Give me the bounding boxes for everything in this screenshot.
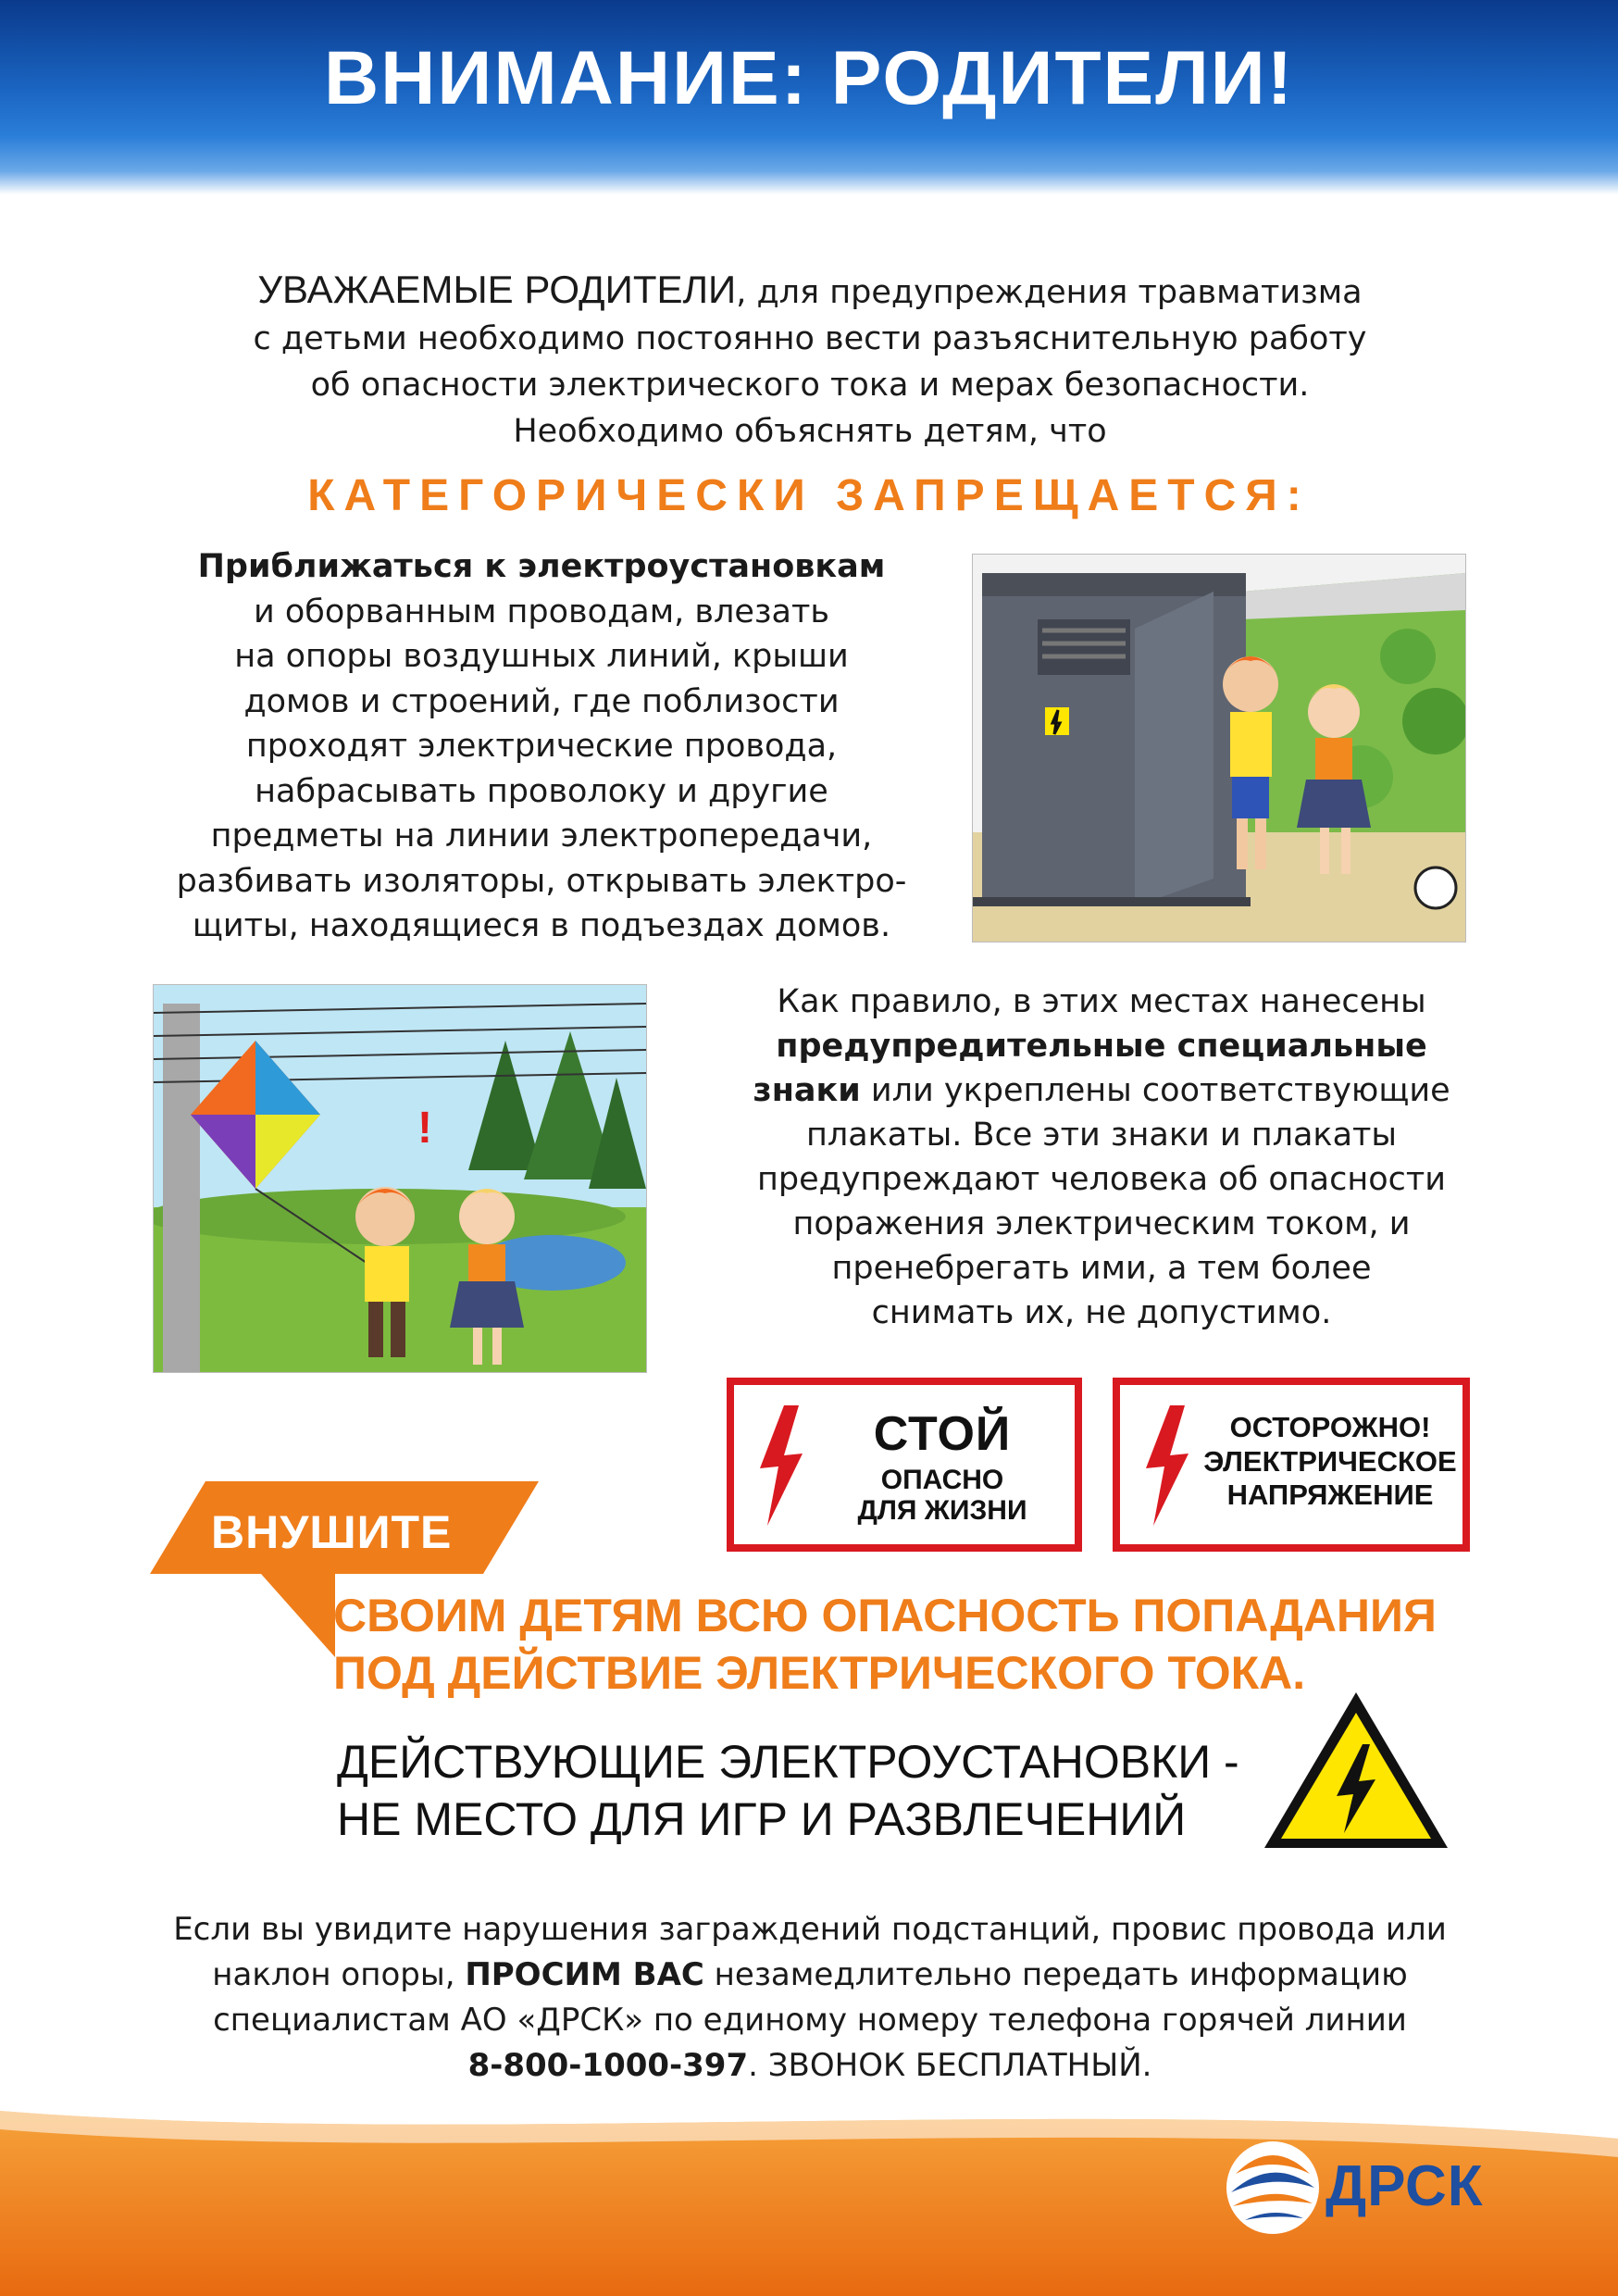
- footer-line3: специалистам АО «ДРСК» по единому номеру телефона горячей линии: [213, 2002, 1407, 2039]
- intro-paragraph: [139, 267, 1481, 455]
- not-play-line2: НЕ МЕСТО ДЛЯ ИГР И РАЗВЛЕЧЕНИЙ: [337, 1793, 1187, 1845]
- signs-line: снимать их, не допустимо.: [871, 1294, 1332, 1331]
- signs-line: Как правило, в этих местах нанесены: [777, 983, 1426, 1020]
- intro-line4: Необходимо объяснять детям, что: [513, 413, 1107, 450]
- drsk-logo-icon: [1222, 2137, 1324, 2239]
- not-a-playground-text: [337, 1733, 1263, 1848]
- sign2-line3: НАПРЯЖЕНИЕ: [1226, 1479, 1434, 1512]
- footer-paragraph: [130, 1907, 1490, 2089]
- footer-line1: Если вы увидите нарушения заграждений подстанций, провис провода или: [173, 1911, 1447, 1948]
- instill-text: [333, 1587, 1490, 1702]
- signs-line: предупреждают человека об опасности: [757, 1161, 1446, 1198]
- logo-text: ДРСК: [1326, 2154, 1484, 2218]
- cabinet-illustration: [972, 554, 1466, 942]
- footer-request: ПРОСИМ ВАС: [465, 1956, 704, 1993]
- footer-line2-start: наклон опоры,: [212, 1956, 466, 1993]
- caution-voltage-sign: [1113, 1378, 1470, 1552]
- instill-line2: ПОД ДЕЙСТВИЕ ЭЛЕКТРИЧЕСКОГО ТОКА.: [333, 1647, 1306, 1699]
- intro-line3: об опасности электрического тока и мерах безопасности.: [310, 367, 1310, 404]
- sign1-line1: СТОЙ: [873, 1407, 1012, 1461]
- forbidden-line: и оборванным проводам, влезать: [254, 593, 829, 630]
- forbidden-line: щиты, находящиеся в подъездах домов.: [192, 907, 891, 944]
- signs-bold: предупредительные специальные: [776, 1028, 1427, 1065]
- not-play-line1: ДЕЙСТВУЮЩИЕ ЭЛЕКТРОУСТАНОВКИ -: [337, 1736, 1239, 1788]
- intro-lead: УВАЖАЕМЫЕ РОДИТЕЛИ: [257, 268, 737, 311]
- stop-danger-sign: [727, 1378, 1082, 1552]
- high-voltage-warning-icon: [1259, 1687, 1453, 1853]
- forbidden-line: проходят электрические провода,: [245, 728, 838, 765]
- lightning-bolt-icon: [754, 1405, 810, 1526]
- footer-line2-rest: незамедлительно передать информацию: [703, 1956, 1408, 1993]
- signs-line: поражения электрическим током, и: [792, 1205, 1411, 1242]
- lightning-bolt-icon: [1140, 1405, 1196, 1526]
- forbidden-heading: КАТЕГОРИЧЕСКИ ЗАПРЕЩАЕТСЯ:: [307, 471, 1311, 520]
- footer-line4-rest: . ЗВОНОК БЕСПЛАТНЫЙ.: [748, 2047, 1152, 2084]
- kite-illustration: [153, 984, 647, 1373]
- signs-line: или укреплены соответствующие: [860, 1072, 1450, 1109]
- forbidden-line: предметы на линии электропередачи,: [210, 817, 873, 855]
- sign2-line1: ОСТОРОЖНО!: [1229, 1411, 1431, 1443]
- sign1-line2: ОПАСНО: [880, 1464, 1004, 1495]
- forbidden-line: на опоры воздушных линий, крыши: [234, 638, 849, 675]
- sign1-line3: ДЛЯ ЖИЗНИ: [857, 1495, 1027, 1527]
- signs-paragraph: [713, 980, 1490, 1335]
- forbidden-paragraph: [139, 544, 944, 949]
- sign2-line2: ЭЛЕКТРИЧЕСКОЕ: [1203, 1444, 1457, 1478]
- forbidden-line: домов и строений, где поблизости: [243, 682, 840, 720]
- intro-line1: , для предупреждения травматизма: [736, 274, 1363, 311]
- intro-line2: с детьми необходимо постоянно вести разъяснительную работу: [253, 320, 1367, 357]
- hotline-phone: 8-800-1000-397: [467, 2047, 749, 2084]
- signs-line: пренебрегать ими, а тем более: [831, 1250, 1372, 1287]
- svg-text:!: !: [417, 1104, 432, 1153]
- forbidden-line: набрасывать проволоку и другие: [255, 772, 828, 810]
- forbidden-line: разбивать изоляторы, открывать электро-: [176, 862, 907, 900]
- page-title: ВНИМАНИЕ: РОДИТЕЛИ!: [323, 36, 1295, 120]
- forbidden-bold: Приближаться к электроустановкам: [197, 548, 886, 585]
- instill-line1: СВОИМ ДЕТЯМ ВСЮ ОПАСНОСТЬ ПОПАДАНИЯ: [333, 1590, 1437, 1641]
- signs-bold: знаки: [753, 1072, 861, 1109]
- instill-label: ВНУШИТЕ: [211, 1506, 453, 1558]
- signs-line: плакаты. Все эти знаки и плакаты: [805, 1117, 1398, 1154]
